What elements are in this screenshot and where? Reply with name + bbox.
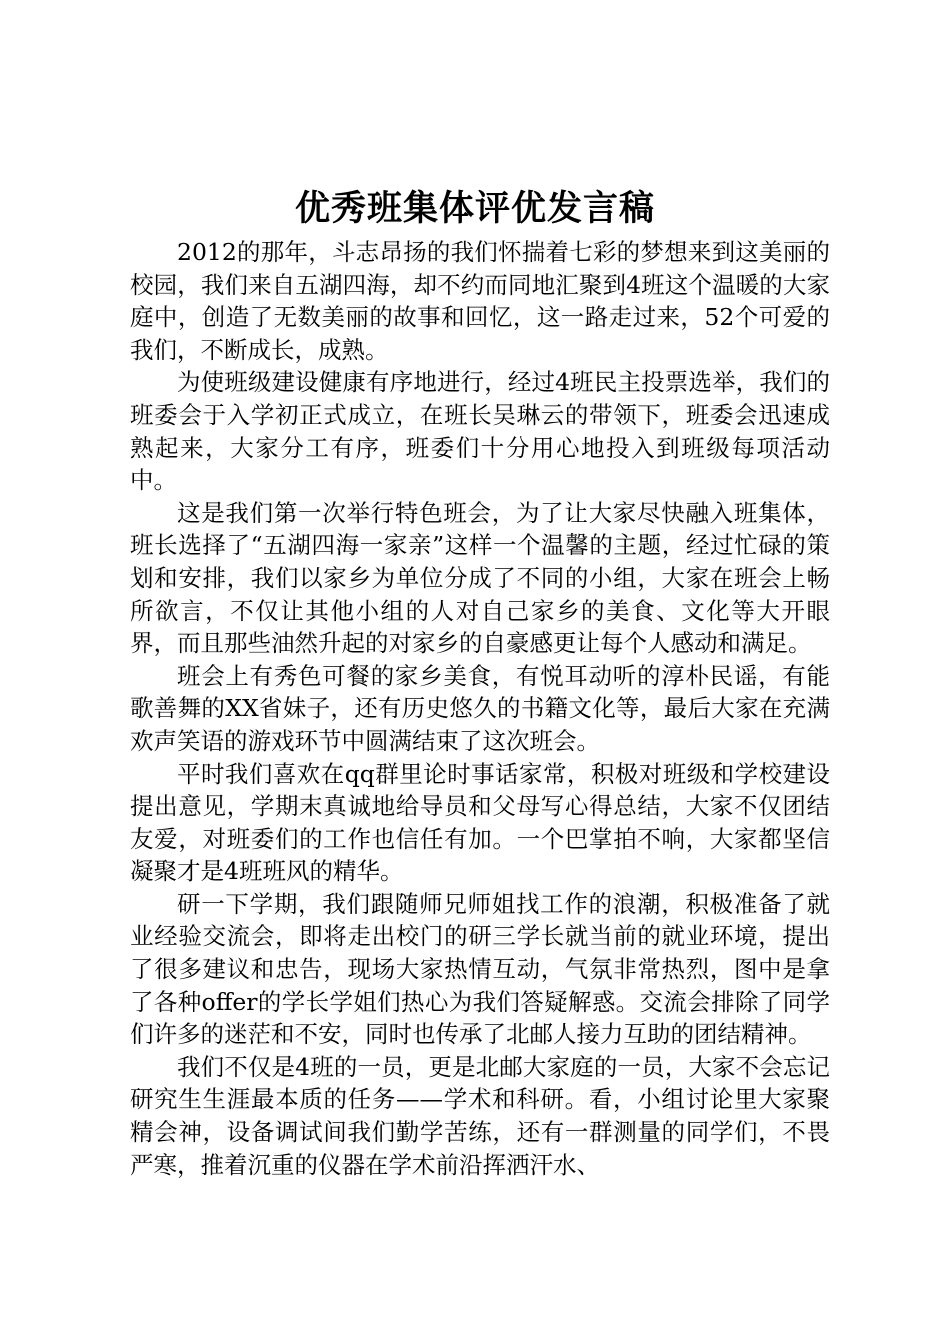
- paragraph: 班会上有秀色可餐的家乡美食，有悦耳动听的淳朴民谣，有能歌善舞的XX省妹子，还有历史悠久的书籍文化等，最后大家在充满欢声笑语的游戏环节中圆满结束了这次班会。: [130, 661, 830, 755]
- paragraph: 这是我们第一次举行特色班会，为了让大家尽快融入班集体，班长选择了“五湖四海一家亲”这样一个温馨的主题，经过忙碌的策划和安排，我们以家乡为单位分成了不同的小组，大家在班会上畅所欲言，不仅让其他小组的人对自己家乡的美食、文化等大开眼界，而且那些油然升起的对家乡的自豪感更让每个人感动和满足。: [130, 498, 830, 658]
- document-body: [130, 236, 830, 1181]
- paragraph: 我们不仅是4班的一员，更是北邮大家庭的一员，大家不会忘记研究生生涯最本质的任务——学术和科研。看，小组讨论里大家聚精会神，设备调试间我们勤学苦练，还有一群测量的同学们，不畏严寒，推着沉重的仪器在学术前沿挥洒汗水、: [130, 1052, 830, 1179]
- paragraph: 平时我们喜欢在qq群里论时事话家常，积极对班级和学校建设提出意见，学期末真诚地给导员和父母写心得总结，大家不仅团结友爱，对班委们的工作也信任有加。一个巴掌拍不响，大家都坚信凝聚才是4班班风的精华。: [130, 759, 830, 886]
- paragraph: 2012的那年，斗志昂扬的我们怀揣着七彩的梦想来到这美丽的校园，我们来自五湖四海，却不约而同地汇聚到4班这个温暖的大家庭中，创造了无数美丽的故事和回忆，这一路走过来，52个可爱的我们，不断成长，成熟。: [130, 238, 830, 364]
- document-title: 优秀班集体评优发言稿: [294, 189, 655, 229]
- paragraph: 研一下学期，我们跟随师兄师姐找工作的浪潮，积极准备了就业经验交流会，即将走出校门的研三学长就当前的就业环境，提出了很多建议和忠告，现场大家热情互动，气氛非常热烈，图中是拿了各种offer的学长学姐们热心为我们答疑解惑。交流会排除了同学们许多的迷茫和不安，同时也传承了北邮人接力互助的团结精神。: [130, 889, 830, 1049]
- paragraph: 为使班级建设健康有序地进行，经过4班民主投票选举，我们的班委会于入学初正式成立，在班长吴琳云的带领下，班委会迅速成熟起来，大家分工有序，班委们十分用心地投入到班级每项活动中。: [130, 368, 830, 495]
